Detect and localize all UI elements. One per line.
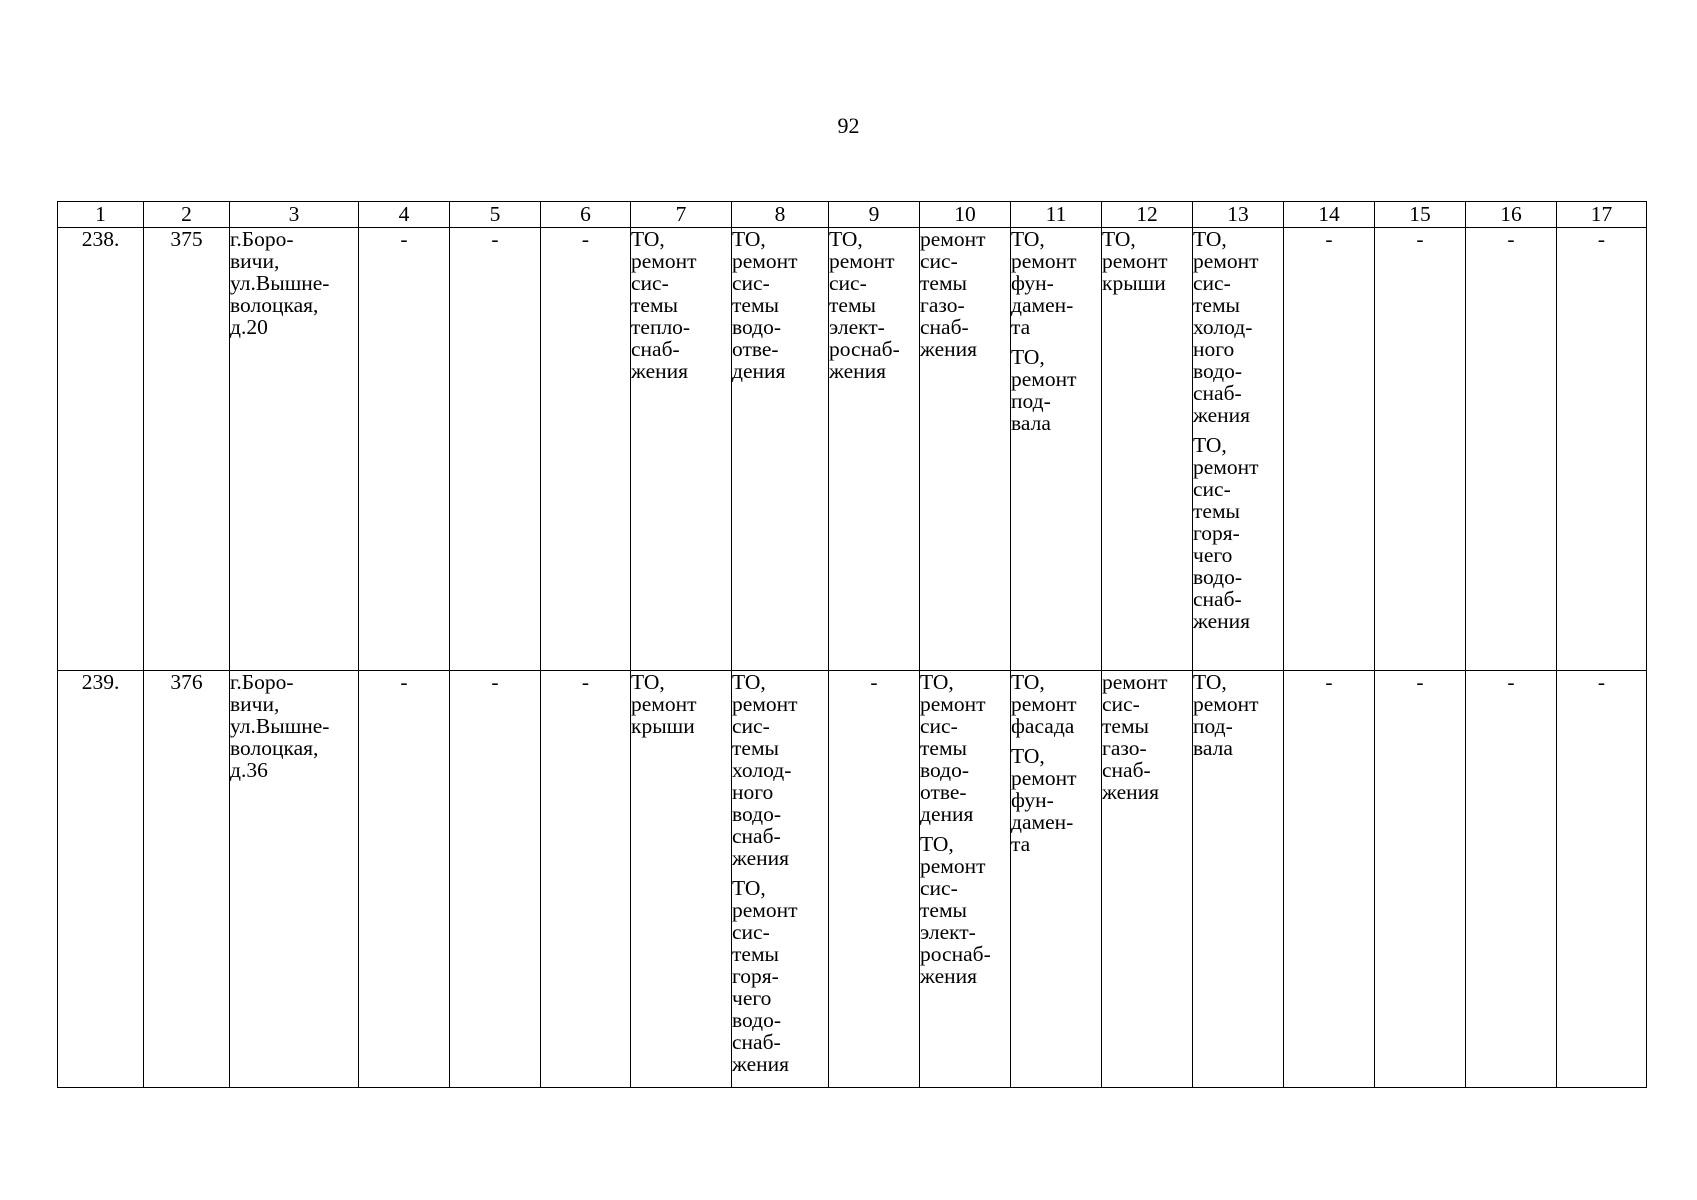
work-entry (631, 228, 731, 382)
work-entry-line: темы (1193, 499, 1240, 523)
dash-value: - (1597, 227, 1606, 251)
work-entry-line: жения (829, 359, 887, 383)
page-number: 92 (837, 113, 860, 138)
work-entry-line: ТО, (1193, 227, 1227, 251)
work-entry (1011, 745, 1101, 855)
dash-value: - (1416, 670, 1424, 694)
work-entry-line: ремонт (920, 854, 986, 878)
work-entry (1011, 228, 1101, 338)
table-cell (541, 228, 631, 671)
table-cell (450, 671, 541, 1088)
column-header: 11 (1011, 202, 1102, 228)
table-cell (1193, 671, 1284, 1088)
work-entry-line: ТО, (920, 832, 954, 856)
work-entry-line: ТО, (631, 670, 665, 694)
column-header: 8 (732, 202, 829, 228)
work-entry-line: под- (1193, 714, 1233, 738)
work-entry (920, 671, 1010, 825)
work-entry-line: отве- (732, 337, 779, 361)
work-entry-line: фасада (1011, 714, 1075, 738)
work-entry-line: сис- (732, 714, 770, 738)
work-entry-line: темы (920, 898, 967, 922)
table-cell (359, 671, 450, 1088)
work-entry (631, 671, 731, 737)
table-cell (631, 671, 732, 1088)
work-entry (920, 228, 1010, 360)
work-entry-line: ТО, (920, 670, 954, 694)
cell-value: 239. (81, 670, 120, 694)
work-entry-line: водо- (732, 1008, 781, 1032)
work-entry-line: крыши (631, 714, 695, 738)
work-entry-line: ТО, (732, 876, 766, 900)
work-entry-line: ремонт (1102, 670, 1168, 694)
work-entry-line: темы (1193, 293, 1240, 317)
table-cell (1557, 671, 1647, 1088)
work-entry-line: элект- (829, 315, 885, 339)
column-header: 5 (450, 202, 541, 228)
work-entry-line: жения (732, 1052, 790, 1076)
work-entry-line: ТО, (829, 227, 863, 251)
work-entry-line: тепло- (631, 315, 691, 339)
work-entry-line: ремонт (829, 249, 895, 273)
work-entry (1193, 434, 1283, 632)
dash-value: - (870, 670, 878, 694)
column-header: 14 (1284, 202, 1375, 228)
work-entry-line: темы (920, 271, 967, 295)
dash-value: - (491, 227, 499, 251)
work-entry-line: водо- (920, 758, 969, 782)
work-entry (1011, 346, 1101, 434)
table-cell (1102, 228, 1193, 671)
work-entry-line: элект- (920, 920, 976, 944)
work-entry (1102, 228, 1192, 294)
address-line: вичи, (230, 249, 280, 273)
work-entry-line: сис- (732, 920, 770, 944)
dash-value: - (1507, 670, 1515, 694)
work-entry-line: та (1011, 315, 1031, 339)
work-entry-line: ремонт (1193, 249, 1259, 273)
table-cell (920, 228, 1011, 671)
table-row (58, 228, 1647, 671)
work-entry-line: горя- (1193, 521, 1240, 545)
dash-value: - (1507, 227, 1515, 251)
work-entry-line: ремонт (1102, 249, 1168, 273)
work-entry-line: холод- (732, 758, 792, 782)
work-entry-line: сис- (829, 271, 867, 295)
table-row (58, 671, 1647, 1088)
work-entry-line: газо- (920, 293, 965, 317)
work-entry-line: жения (732, 846, 790, 870)
column-header: 2 (144, 202, 230, 228)
work-entry-line: крыши (1102, 271, 1166, 295)
table-cell (1375, 671, 1466, 1088)
work-entry-line: жения (1193, 403, 1251, 427)
cell-value: 375 (170, 227, 203, 251)
work-entry (920, 833, 1010, 987)
work-entry-line: ремонт (732, 898, 798, 922)
column-header: 1 (58, 202, 144, 228)
table-cell (829, 671, 920, 1088)
work-entry-line: снаб- (1193, 587, 1242, 611)
work-entry-line: ТО, (631, 227, 665, 251)
work-entry-line: роснаб- (920, 942, 991, 966)
address-line: г.Боро- (230, 670, 294, 694)
work-entry-line: сис- (631, 271, 669, 295)
work-entry-line: дамен- (1011, 810, 1074, 834)
work-entry-line: отве- (920, 780, 967, 804)
column-header: 15 (1375, 202, 1466, 228)
work-entry-line: жения (1193, 609, 1251, 633)
work-entry-line: водо- (732, 802, 781, 826)
dash-value: - (581, 670, 590, 694)
work-entry-line: снаб- (732, 824, 781, 848)
table-cell (144, 671, 230, 1088)
work-entry-line: вала (1011, 411, 1051, 435)
table-cell (732, 671, 829, 1088)
work-entry-line: темы (920, 736, 967, 760)
work-entry-line: ремонт (631, 692, 697, 716)
work-entry-line: темы (829, 293, 876, 317)
work-entry-line: ТО, (732, 227, 766, 251)
table-cell (1284, 228, 1375, 671)
table-cell (359, 228, 450, 671)
work-entry-line: ремонт (732, 249, 798, 273)
work-entry-line: дения (920, 802, 974, 826)
table-cell (1375, 228, 1466, 671)
work-entry-line: снаб- (732, 1030, 781, 1054)
work-entry-line: жения (631, 359, 689, 383)
column-header: 7 (631, 202, 732, 228)
work-entry-line: ТО, (1011, 670, 1045, 694)
address-line: ул.Вышне- (230, 714, 330, 738)
work-entry-line: сис- (732, 271, 770, 295)
table-cell (230, 228, 359, 671)
address-line: ул.Вышне- (230, 271, 330, 295)
table-cell (1284, 671, 1375, 1088)
work-entry-line: ремонт (1011, 766, 1077, 790)
address-line: г.Боро- (230, 227, 294, 251)
table-cell (1011, 228, 1102, 671)
table-cell (1102, 671, 1193, 1088)
table-cell (829, 228, 920, 671)
work-entry-line: вала (1193, 736, 1233, 760)
column-header: 6 (541, 202, 631, 228)
work-entry-line: дамен- (1011, 293, 1074, 317)
work-entry-line: сис- (1193, 271, 1231, 295)
table-cell (1193, 228, 1284, 671)
table-cell (920, 671, 1011, 1088)
work-entry-line: жения (920, 337, 978, 361)
work-entry-line: под- (1011, 389, 1051, 413)
work-entry-line: снаб- (920, 315, 969, 339)
work-entry-line: ТО, (1011, 345, 1045, 369)
dash-value: - (1597, 670, 1606, 694)
work-entry-line: водо- (732, 315, 781, 339)
header-row (58, 202, 1647, 228)
cell-value: 376 (170, 670, 203, 694)
work-entry-line: темы (1102, 714, 1149, 738)
work-entry-line: фун- (1011, 271, 1054, 295)
work-entry-line: ремонт (1011, 692, 1077, 716)
work-entry-line: холод- (1193, 315, 1253, 339)
table-cell (1011, 671, 1102, 1088)
dash-value: - (491, 670, 499, 694)
work-entry-line: жения (920, 964, 978, 988)
work-entry-line: ремонт (1011, 367, 1077, 391)
work-entry (1011, 671, 1101, 737)
work-entry-line: ремонт (1193, 692, 1259, 716)
work-entry (829, 228, 919, 382)
table-cell (58, 671, 144, 1088)
work-entry-line: ТО, (1102, 227, 1136, 251)
table-cell (732, 228, 829, 671)
work-entry-line: ремонт (1011, 249, 1077, 273)
work-entry-line: ТО, (732, 670, 766, 694)
address-line: вичи, (230, 692, 280, 716)
work-entry-line: ТО, (1011, 744, 1045, 768)
column-header: 12 (1102, 202, 1193, 228)
work-entry-line: ТО, (1193, 433, 1227, 457)
work-entry-line: сис- (1102, 692, 1140, 716)
work-entry-line: ремонт (920, 692, 986, 716)
table-cell (230, 671, 359, 1088)
column-header: 4 (359, 202, 450, 228)
address-line: д.20 (230, 315, 268, 339)
work-entry-line: темы (732, 736, 779, 760)
work-entry (1193, 671, 1283, 759)
column-header: 9 (829, 202, 920, 228)
table-cell (1466, 228, 1557, 671)
work-entry-line: ТО, (1193, 670, 1227, 694)
table-cell (58, 228, 144, 671)
dash-value: - (1325, 670, 1333, 694)
work-entry-line: жения (1102, 780, 1160, 804)
work-entry (732, 877, 828, 1075)
table-cell (144, 228, 230, 671)
work-entry-line: ремонт (631, 249, 697, 273)
table-cell (541, 671, 631, 1088)
dash-value: - (581, 227, 590, 251)
address-line: волоцкая, (230, 293, 319, 317)
work-entry-line: сис- (920, 714, 958, 738)
work-entry-line: ТО, (1011, 227, 1045, 251)
work-entry-line: газо- (1102, 736, 1147, 760)
work-entry-line: ного (732, 780, 774, 804)
column-header: 3 (230, 202, 359, 228)
work-entry-line: сис- (1193, 477, 1231, 501)
work-entry-line: фун- (1011, 788, 1054, 812)
work-entry-line: ремонт (920, 227, 986, 251)
dash-value: - (400, 670, 408, 694)
work-entry (732, 228, 828, 382)
column-header: 16 (1466, 202, 1557, 228)
work-entry (1102, 671, 1192, 803)
work-entry-line: горя- (732, 964, 779, 988)
table-cell (1466, 671, 1557, 1088)
table-cell (631, 228, 732, 671)
work-entry-line: роснаб- (829, 337, 900, 361)
work-entry-line: темы (631, 293, 678, 317)
address-line: д.36 (230, 758, 268, 782)
work-entry (732, 671, 828, 869)
dash-value: - (1325, 227, 1333, 251)
work-entry-line: та (1011, 832, 1031, 856)
work-entry (1193, 228, 1283, 426)
work-entry-line: чего (1193, 543, 1233, 567)
work-entry-line: снаб- (1193, 381, 1242, 405)
work-entry-line: сис- (920, 249, 958, 273)
work-entry-line: снаб- (631, 337, 680, 361)
work-entry-line: снаб- (1102, 758, 1151, 782)
dash-value: - (400, 227, 408, 251)
work-entry-line: сис- (920, 876, 958, 900)
work-entry-line: ного (1193, 337, 1235, 361)
table-cell (450, 228, 541, 671)
column-header: 10 (920, 202, 1011, 228)
table-cell (1557, 228, 1647, 671)
works-table (57, 201, 1647, 1088)
work-entry-line: темы (732, 293, 779, 317)
work-entry-line: дения (732, 359, 786, 383)
work-entry-line: ремонт (732, 692, 798, 716)
dash-value: - (1416, 227, 1424, 251)
work-entry-line: водо- (1193, 359, 1242, 383)
work-entry-line: ремонт (1193, 455, 1259, 479)
column-header: 13 (1193, 202, 1284, 228)
cell-value: 238. (81, 227, 120, 251)
work-entry-line: темы (732, 942, 779, 966)
column-header: 17 (1557, 202, 1647, 228)
work-entry-line: чего (732, 986, 772, 1010)
work-entry-line: водо- (1193, 565, 1242, 589)
address-line: волоцкая, (230, 736, 319, 760)
